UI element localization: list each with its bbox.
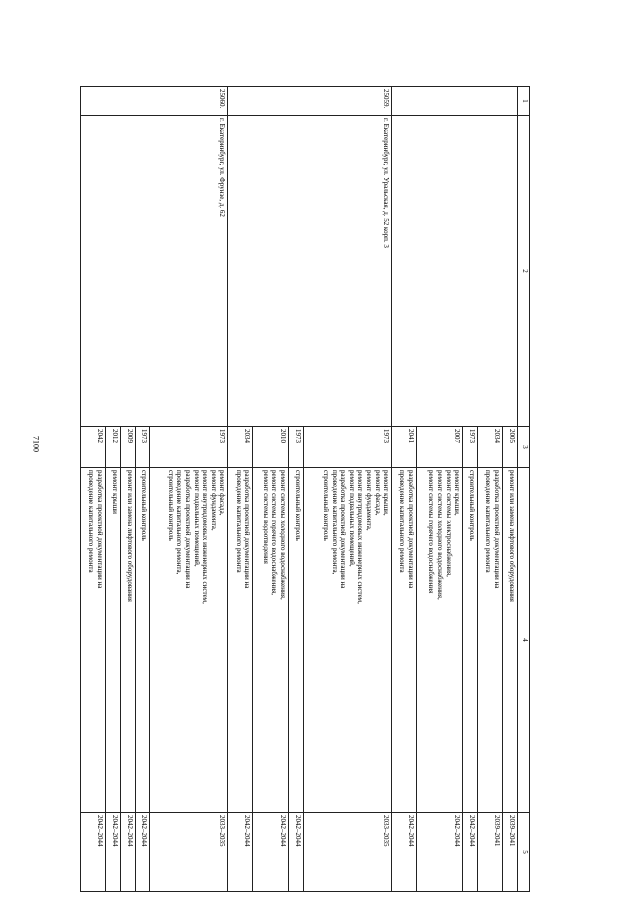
- year-cell: 2034: [228, 427, 253, 468]
- year-cell: 2012: [106, 427, 121, 468]
- entry-number-cell: [392, 87, 518, 116]
- header-cell-4: 4: [517, 468, 529, 813]
- work-type-line: разработка проектной документации на: [339, 470, 348, 589]
- work-type-cell: [81, 468, 106, 813]
- work-type-line: ремонт или замена лифтового оборудования: [507, 470, 516, 602]
- work-type-line: ремонт крыши,: [382, 470, 391, 516]
- year-cell: 2005: [502, 427, 517, 468]
- work-type-cell: [288, 468, 303, 813]
- work-type-line: разработка проектной документации на: [407, 470, 416, 589]
- year-cell: 1973: [135, 427, 150, 468]
- year-cell: 1973: [463, 427, 478, 468]
- period-cell: 2042–2044: [392, 813, 417, 892]
- work-type-line: строительный контроль: [166, 470, 175, 541]
- work-type-line: строительный контроль: [321, 470, 330, 541]
- work-type-line: ремонт крыши: [110, 470, 119, 514]
- table-row: [303, 87, 392, 892]
- work-type-line: ремонт фундамента,: [209, 470, 218, 531]
- period-cell: 2039–2041: [502, 813, 517, 892]
- work-type-cell: [150, 468, 228, 813]
- work-type-line: строительный контроль: [140, 470, 149, 541]
- work-type-line: разработка проектной документации на: [184, 470, 192, 589]
- work-type-line: ремонт системы холодного водоснабжения,: [435, 470, 444, 600]
- period-cell: 2039–2041: [477, 813, 502, 892]
- work-type-line: проведение капитального ремонта,: [330, 470, 339, 575]
- year-cell: 2010: [253, 427, 289, 468]
- year-cell: 2034: [477, 427, 502, 468]
- work-type-cell: [253, 468, 289, 813]
- work-type-line: разработка проектной документации на: [243, 470, 252, 589]
- work-type-line: ремонт системы горячего водоснабжения: [427, 470, 436, 594]
- header-cell-5: 5: [517, 813, 529, 892]
- year-cell: 1973: [288, 427, 303, 468]
- address-cell: [392, 116, 518, 427]
- address-cell: г. Екатеринбург, ул. Фрунзе, д. 62: [81, 116, 228, 427]
- period-cell: 2042–2044: [253, 813, 289, 892]
- work-type-line: проведение капитального ремонта: [234, 470, 243, 573]
- entry-number-cell: 25060.: [81, 87, 228, 116]
- period-cell: 2042–2044: [120, 813, 135, 892]
- work-type-line: разработка проектной документации на: [96, 470, 105, 589]
- table-body: [81, 87, 530, 892]
- period-cell: 2042–2044: [417, 813, 463, 892]
- header-cell-2: 2: [517, 116, 529, 427]
- work-type-line: проведение капитального ремонта: [484, 470, 493, 573]
- year-cell: 2007: [417, 427, 463, 468]
- year-cell: 1973: [150, 427, 228, 468]
- year-cell: 2042: [81, 427, 106, 468]
- work-type-cell: [502, 468, 517, 813]
- work-type-cell: [120, 468, 135, 813]
- work-type-line: проведение капитального ремонта,: [175, 470, 184, 575]
- work-type-cell: [106, 468, 121, 813]
- work-type-line: строительный контроль: [293, 470, 302, 541]
- header-cell-3: 3: [517, 427, 529, 468]
- year-cell: 2009: [120, 427, 135, 468]
- year-cell: 2041: [392, 427, 417, 468]
- work-type-cell: [463, 468, 478, 813]
- address-cell: г. Екатеринбург, ул. Уральская, д. 52 корп. 3: [228, 116, 392, 427]
- work-type-line: ремонт системы холодного водоснабжения,: [278, 470, 287, 600]
- year-cell: 1973: [303, 427, 392, 468]
- work-type-line: ремонт системы горячего водоснабжения,: [270, 470, 279, 596]
- work-type-line: разработка проектной документации на: [492, 470, 501, 589]
- work-type-cell: [417, 468, 463, 813]
- work-type-line: проведение капитального ремонта: [398, 470, 407, 573]
- work-type-line: строительный контроль: [467, 470, 476, 541]
- work-type-line: ремонт системы водоотведения: [261, 470, 270, 564]
- header-cell-1: 1: [517, 87, 529, 116]
- work-type-line: ремонт фундамента,: [364, 470, 373, 531]
- rotated-table-container: [80, 86, 530, 866]
- period-cell: 2042–2044: [81, 813, 106, 892]
- work-type-line: ремонт или замена лифтового оборудования: [125, 470, 134, 602]
- work-type-cell: [477, 468, 502, 813]
- period-cell: 2033–2035: [150, 813, 228, 892]
- period-cell: 2042–2044: [288, 813, 303, 892]
- period-cell: 2042–2044: [463, 813, 478, 892]
- table-row: [502, 87, 517, 892]
- work-type-cell: [392, 468, 417, 813]
- period-cell: 2033–2035: [303, 813, 392, 892]
- period-cell: 2042–2044: [228, 813, 253, 892]
- work-type-line: ремонт подвальных помещений,: [347, 470, 356, 567]
- header-row: [517, 87, 529, 892]
- entry-number-cell: 25059.: [228, 87, 392, 116]
- period-cell: 2042–2044: [135, 813, 150, 892]
- work-type-line: ремонт фасада,: [373, 470, 382, 516]
- work-type-line: проведение капитального ремонта: [87, 470, 96, 573]
- work-type-line: ремонт фасада,: [218, 470, 227, 516]
- period-cell: 2042–2044: [106, 813, 121, 892]
- capital-repair-table: [80, 86, 530, 892]
- work-type-cell: [228, 468, 253, 813]
- work-type-cell: [303, 468, 392, 813]
- work-type-cell: [135, 468, 150, 813]
- work-type-line: ремонт подвальных помещений,: [192, 470, 201, 567]
- table-row: [150, 87, 228, 892]
- work-type-line: ремонт внутридомовых инженерных систем,: [356, 470, 365, 604]
- page-number: 7100: [31, 436, 41, 452]
- work-type-line: ремонт системы электроснабжения,: [444, 470, 453, 577]
- work-type-line: ремонт внутридомовых инженерных систем,: [201, 470, 210, 604]
- work-type-line: ремонт крыши,: [453, 470, 462, 516]
